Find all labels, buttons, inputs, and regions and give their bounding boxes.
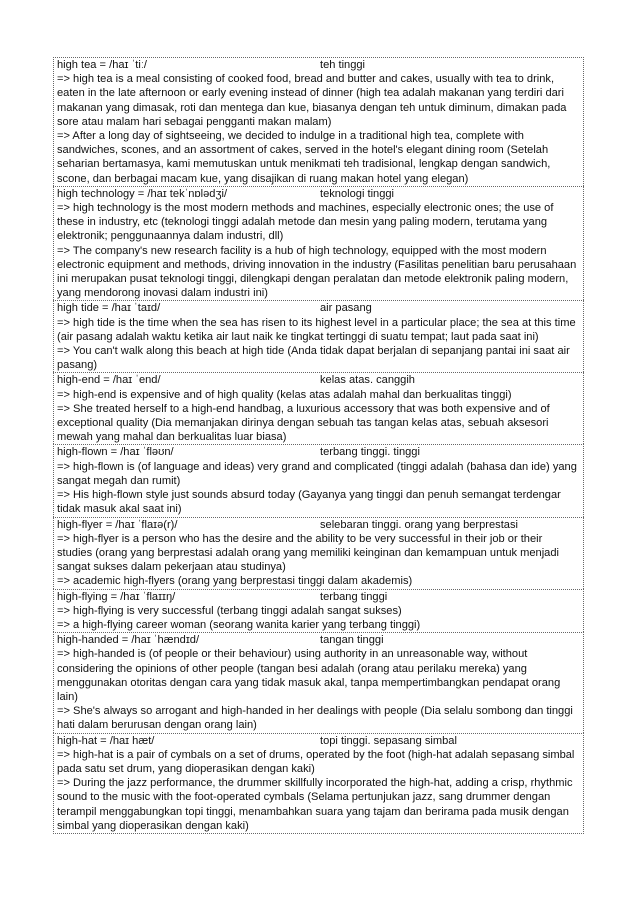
- definition: => high tea is a meal consisting of cooked food, bread and butter and cakes, usually with tea to drink, eaten in the late afternoon or early evening instead of dinner (high tea adalah makanan yang terdiri dari makanan yang dimasak, roti dan mentega dan kue, biasanya dengan teh untuk diminum, dimakan pada sore atau malam hari sebagai pengganti makan malam): [57, 73, 567, 128]
- entry-high-technology: [53, 186, 584, 301]
- translation: kelas atas. canggih: [320, 374, 415, 387]
- example: => She treated herself to a high-end handbag, a luxurious accessory that was both expensive and of exceptional quality (Dia memanjakan dirinya dengan sebuah tas tangan kelas atas, sebuah aksesori mewah yang mahal dan berkualitas luar biasa): [57, 402, 550, 444]
- translation: teknologi tinggi: [320, 187, 395, 200]
- translation: terbang tinggi: [320, 590, 388, 603]
- example: => The company's new research facility is a hub of high technology, equipped with the most modern electronic equipment and methods, driving innovation in the industry (Fasilitas penelitian baru perusahaan ini merupakan pusat teknologi tinggi, dilengkapi dengan peralatan dan metode elektronik paling modern, yang mendorong inovasi dalam industri ini): [57, 244, 577, 300]
- headword: high tea = /haɪ ˈtiː/: [57, 59, 147, 71]
- headword: high technology = /haɪ tekˈnɒlədʒi/: [57, 187, 228, 200]
- definition: => high-hat is a pair of cymbals on a set of drums, operated by the foot (high-hat adalah sepasang simbal pada satu set drum, yang dioperasikan dengan kaki): [57, 748, 575, 775]
- translation: teh tinggi: [320, 59, 366, 71]
- example: => After a long day of sightseeing, we decided to indulge in a traditional high tea, complete with sandwiches, scones, and an assortment of cakes, served in the hotel's elegant dining room (Setelah seharian bertamasya, kami memutuskan untuk menikmati teh tradisional, lengkap dengan sandwich, scone, dan berbagai macam kue, yang disajikan di ruang makan hotel yang elegan): [57, 130, 551, 185]
- definition: => high-flown is (of language and ideas) very grand and complicated (tinggi adalah (bahasa dan ide) yang sangat megah dan rumit): [57, 460, 577, 487]
- translation: air pasang: [320, 302, 372, 315]
- definition: => high-flying is very successful (terbang tinggi adalah sangat sukses): [57, 604, 402, 617]
- translation: topi tinggi. sepasang simbal: [320, 734, 457, 747]
- definition: => high-handed is (of people or their behaviour) using authority in an unreasonable way, without considering the opinions of other people (tangan besi adalah (orang atau perilaku mereka) yang menggunakan otoritas dengan cara yang tidak masuk akal, tanpa mempertimbangkan pendapat orang lain): [57, 648, 561, 703]
- translation: selebaran tinggi. orang yang berprestasi: [320, 518, 518, 531]
- example: => a high-flying career woman (seorang wanita karier yang terbang tinggi): [57, 618, 421, 631]
- example: => During the jazz performance, the drummer skillfully incorporated the high-hat, adding a crisp, rhythmic sound to the music with the foot-operated cymbals (Selama pertunjukan jazz, sang drummer dengan terampil menggabungkan topi tinggi, menambahkan suara yang tajam dan berirama pada musik dengan simbal yang dioperasikan dengan kaki): [57, 777, 573, 832]
- entry-header: [57, 187, 580, 201]
- entry-high-tide: [53, 300, 584, 372]
- translation: tangan tinggi: [320, 634, 384, 647]
- example: => You can't walk along this beach at high tide (Anda tidak dapat berjalan di sepanjang pantai ini saat air pasang): [57, 345, 570, 372]
- example: => His high-flown style just sounds absurd today (Gayanya yang tinggi dan penuh semangat terdengar tidak masuk akal saat ini): [57, 489, 561, 516]
- definition: => high technology is the most modern methods and machines, especially electronic ones; the use of these in industry, etc (teknologi tinggi adalah metode dan mesin yang paling modern, terutama yang elektronik; penggunaannya dalam industri, dll): [57, 202, 554, 243]
- headword: high-end = /haɪ ˈend/: [57, 374, 161, 387]
- definition: => high tide is the time when the sea has risen to its highest level in a particular place; the sea at this time (air pasang adalah waktu ketika air laut naik ke tingkat tertinggi di suatu tempat; laut pada saat ini): [57, 316, 576, 343]
- definition: => high-end is expensive and of high quality (kelas atas adalah mahal dan berkualitas tinggi): [57, 388, 512, 401]
- headword: high-flyer = /haɪ ˈflaɪə(r)/: [57, 518, 178, 531]
- entry-high-flying: [53, 589, 584, 633]
- entry-header: [57, 373, 580, 387]
- headword: high-flying = /haɪ ˈflaɪɪŋ/: [57, 590, 176, 603]
- entry-high-handed: [53, 632, 584, 732]
- entry-header: [57, 518, 580, 532]
- entry-high-tea: [53, 57, 584, 186]
- definition: => high-flyer is a person who has the desire and the ability to be very successful in their job or their studies (orang yang berprestasi adalah orang yang memiliki keinginan dan kemampuan untuk menjadi sangat sukses dalam pekerjaan atau studinya): [57, 532, 559, 574]
- headword: high tide = /haɪ ˈtaɪd/: [57, 302, 161, 315]
- entry-header: [57, 590, 580, 604]
- entry-header: [57, 633, 580, 647]
- entry-header: [57, 445, 580, 459]
- translation: terbang tinggi. tinggi: [320, 446, 420, 459]
- headword: high-flown = /haɪ ˈfləʊn/: [57, 446, 174, 459]
- entry-header: [57, 58, 580, 72]
- headword: high-hat = /haɪ hæt/: [57, 734, 155, 747]
- headword: high-handed = /haɪ ˈhændɪd/: [57, 634, 200, 647]
- entry-high-hat: [53, 733, 584, 834]
- example: => She's always so arrogant and high-handed in her dealings with people (Dia selalu sombong dan tinggi hati dalam berurusan dengan orang lain): [57, 705, 573, 732]
- entry-high-end: [53, 372, 584, 444]
- entry-high-flyer: [53, 517, 584, 589]
- entry-header: [57, 301, 580, 315]
- entry-header: [57, 734, 580, 748]
- entry-high-flown: [53, 444, 584, 516]
- dictionary-page: [53, 57, 584, 834]
- example: => academic high-flyers (orang yang berprestasi tinggi dalam akademis): [57, 575, 413, 588]
